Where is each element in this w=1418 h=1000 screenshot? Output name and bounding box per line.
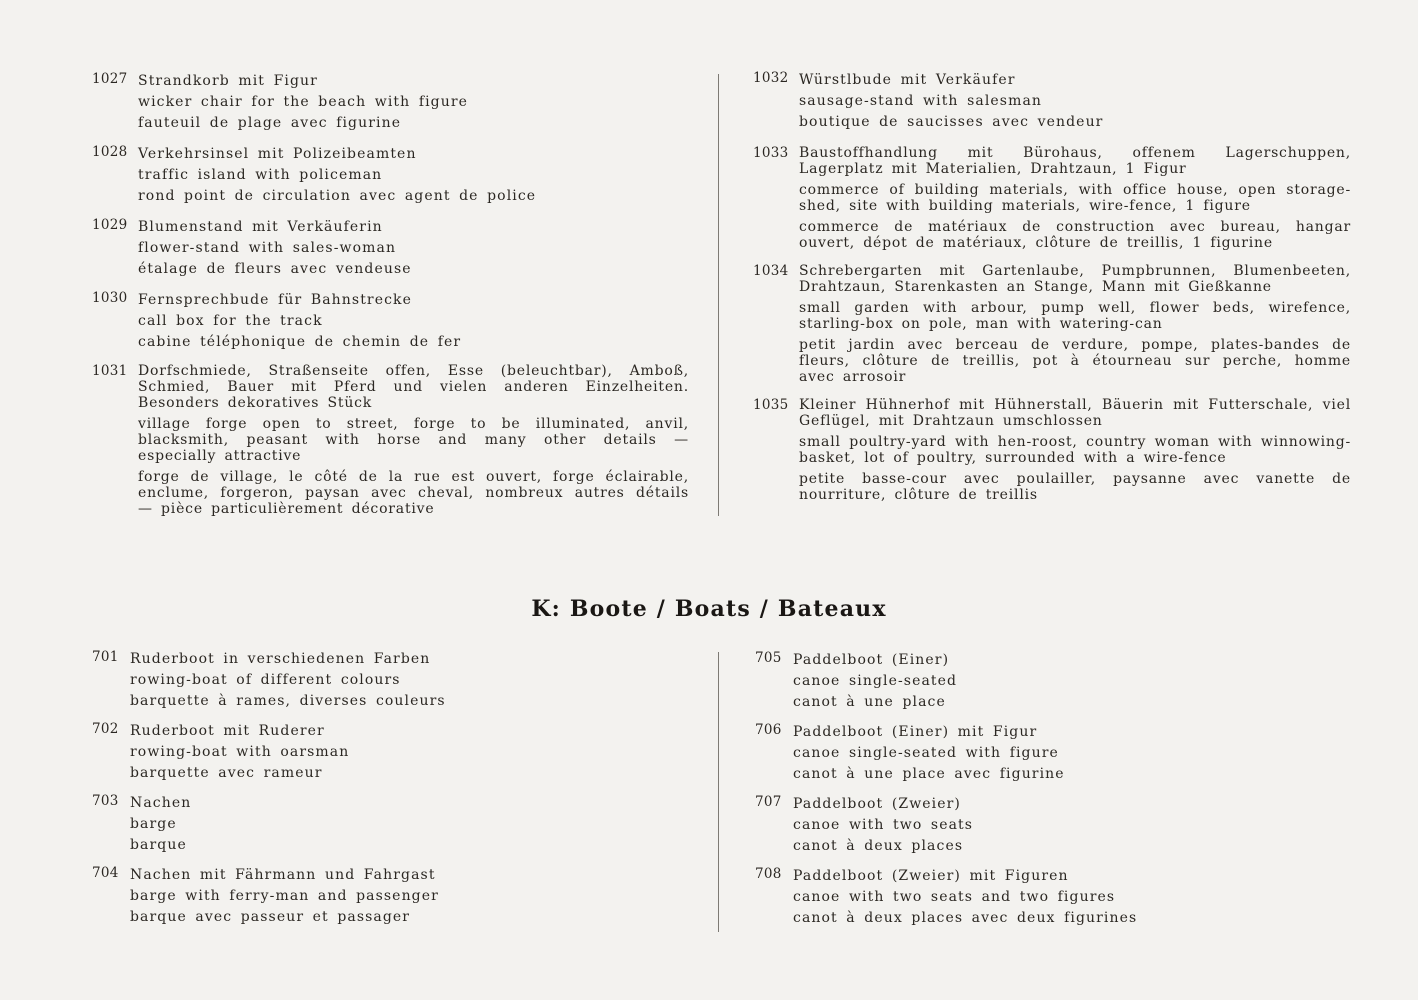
item-description-fr: cabine téléphonique de chemin de fer (138, 334, 462, 350)
item-number: 1034 (753, 263, 789, 279)
catalog-entry (755, 650, 1315, 713)
item-description-fr: fauteuil de plage avec figurine (138, 115, 402, 131)
item-description-en: canoe with two seats (793, 817, 974, 833)
item-description-de: Strandkorb mit Figur (138, 73, 318, 89)
item-description-en: barge (130, 816, 177, 832)
catalog-entry (755, 866, 1315, 929)
item-number: 701 (92, 649, 119, 665)
item-description-fr: étalage de fleurs avec vendeuse (138, 261, 412, 277)
item-number: 1027 (92, 71, 128, 87)
item-description-en: rowing-boat of different colours (130, 672, 401, 688)
item-description-fr: canot à deux places (793, 838, 964, 854)
item-description-de: Ruderboot mit Ruderer (130, 723, 325, 739)
item-description-de: Ruderboot in verschiedenen Farben (130, 651, 431, 667)
item-description-en: commerce of building materials, with office house, open storage-shed, site with building materials, wire-fence, 1 figure (799, 182, 1351, 214)
column-divider (718, 652, 719, 932)
item-description-de: Paddelboot (Zweier) mit Figuren (793, 868, 1069, 884)
item-description-fr: forge de village, le côté de la rue est ouvert, forge éclairable, enclume, forgeron, paysan avec cheval, nombreux autres détails — pièce particulièrement décorative (138, 469, 689, 517)
item-description-en: canoe single-seated with figure (793, 745, 1059, 761)
catalog-entry (92, 721, 652, 784)
item-number: 1035 (753, 397, 789, 413)
item-description-fr: canot à deux places avec deux figurines (793, 910, 1138, 926)
item-description-de: Kleiner Hühnerhof mit Hühnerstall, Bäuerin mit Futterschale, viel Geflügel, mit Drahtzaun umschlossen (799, 397, 1351, 429)
item-description-fr: barque (130, 837, 187, 853)
catalog-entry (755, 794, 1315, 857)
item-description-en: traffic island with policeman (138, 167, 383, 183)
item-description-de: Dorfschmiede, Straßenseite offen, Esse (beleuchtbar), Amboß, Schmied, Bauer mit Pferd und vielen anderen Einzelheiten. Besonders dekoratives Stück (138, 363, 689, 411)
catalog-entry (92, 217, 689, 280)
item-number: 1031 (92, 363, 128, 379)
item-description-fr: petite basse-cour avec poulailler, paysanne avec vanette de nourriture, clôture de treillis (799, 471, 1351, 503)
catalog-entry (92, 144, 689, 207)
item-number: 705 (755, 650, 782, 666)
item-description-de: Fernsprechbude für Bahnstrecke (138, 292, 413, 308)
item-number: 702 (92, 721, 119, 737)
item-number: 708 (755, 866, 782, 882)
boats-section (0, 640, 1418, 940)
item-description-de: Verkehrsinsel mit Polizeibeamten (138, 146, 417, 162)
item-description-en: canoe with two seats and two figures (793, 889, 1116, 905)
item-description-de: Würstlbude mit Verkäufer (799, 72, 1016, 88)
catalog-entry (92, 363, 689, 517)
item-description-en: barge with ferry-man and passenger (130, 888, 439, 904)
item-number: 1029 (92, 217, 128, 233)
boats-left-column (92, 649, 652, 937)
item-number: 1028 (92, 144, 128, 160)
item-description-en: wicker chair for the beach with figure (138, 94, 469, 110)
item-number: 1030 (92, 290, 128, 306)
item-number: 703 (92, 793, 119, 809)
catalog-entry (753, 397, 1351, 503)
catalog-entry (92, 290, 689, 353)
item-description-fr: rond point de circulation avec agent de police (138, 188, 537, 204)
catalog-entry (753, 263, 1351, 385)
houses-right-column (753, 70, 1351, 515)
catalog-entry (755, 722, 1315, 785)
item-description-en: rowing-boat with oarsman (130, 744, 350, 760)
item-description-en: village forge open to street, forge to be illuminated, anvil, blacksmith, peasant with horse and many other details — especially attractive (138, 416, 689, 464)
item-number: 706 (755, 722, 782, 738)
item-number: 1033 (753, 145, 789, 161)
catalog-entry (92, 793, 652, 856)
catalog-entry (92, 649, 652, 712)
catalog-entry (92, 865, 652, 928)
item-description-de: Blumenstand mit Verkäuferin (138, 219, 383, 235)
item-description-en: call box for the track (138, 313, 323, 329)
item-description-fr: barquette avec rameur (130, 765, 323, 781)
item-description-en: flower-stand with sales-woman (138, 240, 397, 256)
item-description-de: Paddelboot (Zweier) (793, 796, 961, 812)
item-description-de: Baustoffhandlung mit Bürohaus, offenem Lagerschuppen, Lagerplatz mit Materialien, Drahtzaun, 1 Figur (799, 145, 1351, 177)
item-description-fr: canot à une place (793, 694, 946, 710)
houses-left-column (92, 71, 689, 527)
catalog-entry (753, 145, 1351, 251)
item-description-de: Schrebergarten mit Gartenlaube, Pumpbrunnen, Blumenbeeten, Drahtzaun, Starenkasten an Stange, Mann mit Gießkanne (799, 263, 1351, 295)
item-description-de: Paddelboot (Einer) (793, 652, 950, 668)
item-description-en: small poultry-yard with hen-roost, country woman with winnowing-basket, lot of poultry, surrounded with a wire-fence (799, 434, 1351, 466)
catalog-entry (753, 70, 1351, 133)
item-description-fr: barque avec passeur et passager (130, 909, 411, 925)
item-number: 1032 (753, 70, 789, 86)
item-number: 707 (755, 794, 782, 810)
item-description-en: small garden with arbour, pump well, flower beds, wirefence, starling-box on pole, man with watering-can (799, 300, 1351, 332)
item-description-en: sausage-stand with salesman (799, 93, 1043, 109)
column-divider (718, 74, 719, 516)
item-description-fr: commerce de matériaux de construction avec bureau, hangar ouvert, dépot de matériaux, clôture de treillis, 1 figurine (799, 219, 1351, 251)
item-description-en: canoe single-seated (793, 673, 958, 689)
item-description-fr: petit jardin avec berceau de verdure, pompe, plates-bandes de fleurs, clôture de treillis, pot à étourneau sur perche, homme avec arrosoir (799, 337, 1351, 385)
item-description-de: Nachen (130, 795, 192, 811)
item-description-de: Paddelboot (Einer) mit Figur (793, 724, 1038, 740)
item-description-fr: boutique de saucisses avec vendeur (799, 114, 1104, 130)
item-description-fr: barquette à rames, diverses couleurs (130, 693, 446, 709)
item-description-fr: canot à une place avec figurine (793, 766, 1065, 782)
section-heading: K: Boote / Boats / Bateaux (531, 596, 887, 622)
item-description-de: Nachen mit Fährmann und Fahrgast (130, 867, 436, 883)
catalog-entry (92, 71, 689, 134)
boats-right-column (755, 650, 1315, 938)
item-number: 704 (92, 865, 119, 881)
